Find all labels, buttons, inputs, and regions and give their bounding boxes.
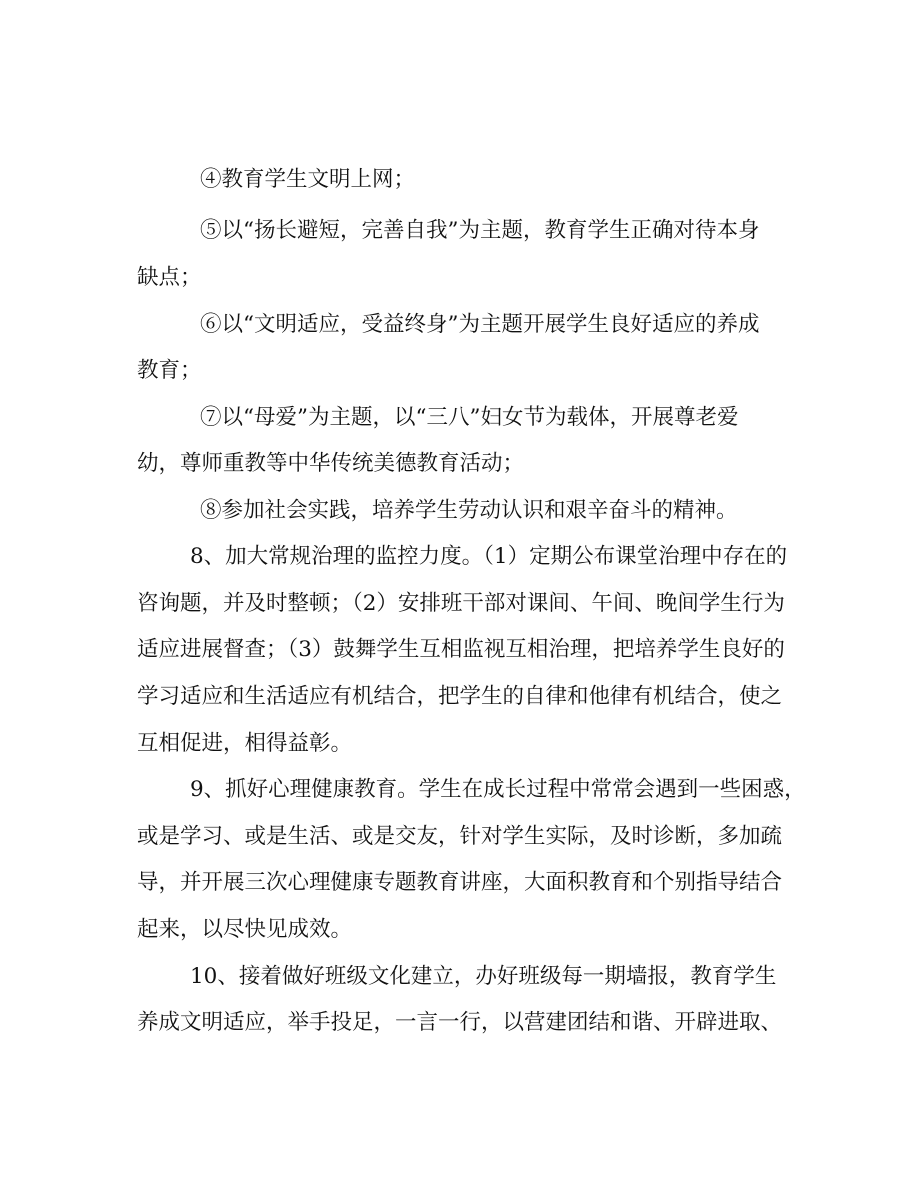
item-7-line-2: 幼，尊师重教等中华传统美德教育活动； xyxy=(137,451,525,476)
item-6-line-1: ⑥以“文明适应，受益终身”为主题开展学生良好适应的养成 xyxy=(200,312,760,337)
para-8-line-5: 互相促进，相得益彰。 xyxy=(137,731,353,756)
para-8-line-2: 咨询题，并及时整顿；（2）安排班干部对课间、午间、晚间学生行为 xyxy=(137,591,785,616)
para-10-line-2: 养成文明适应，举手投足，一言一行，以营建团结和谐、开辟进取、 xyxy=(137,1010,783,1035)
para-9-line-4: 起来，以尽快见成效。 xyxy=(137,917,353,942)
item-7-line-1: ⑦以“母爱”为主题，以“三八”妇女节为载体，开展尊老爱 xyxy=(200,405,739,430)
item-6-line-2: 教育； xyxy=(137,358,202,383)
para-10-line-1: 10、接着做好班级文化建立，办好班级每一期墙报，教育学生 xyxy=(190,964,777,989)
para-9-line-3: 导，并开展三次心理健康专题教育讲座，大面积教育和个别指导结合 xyxy=(137,870,783,895)
para-8-line-3: 适应进展督查；（3）鼓舞学生互相监视互相治理，把培养学生良好的 xyxy=(137,637,785,662)
item-5-line-2: 缺点； xyxy=(137,265,202,290)
para-9-line-2: 或是学习、或是生活、或是交友，针对学生实际，及时诊断，多加疏 xyxy=(137,824,783,849)
item-8-line-1: ⑧参加社会实践，培养学生劳动认识和艰辛奋斗的精神。 xyxy=(200,498,738,523)
para-8-line-1: 8、加大常规治理的监控力度。（1）定期公布课堂治理中存在的 xyxy=(190,544,788,569)
para-8-line-4: 学习适应和生活适应有机结合，把学生的自律和他律有机结合，使之 xyxy=(137,684,783,709)
item-5-line-1: ⑤以“扬长避短，完善自我”为主题，教育学生正确对待本身 xyxy=(200,218,760,243)
para-9-line-1: 9、抓好心理健康教育。学生在成长过程中常常会遇到一些困惑， xyxy=(190,777,806,802)
item-4-line-1: ④教育学生文明上网； xyxy=(200,167,416,192)
